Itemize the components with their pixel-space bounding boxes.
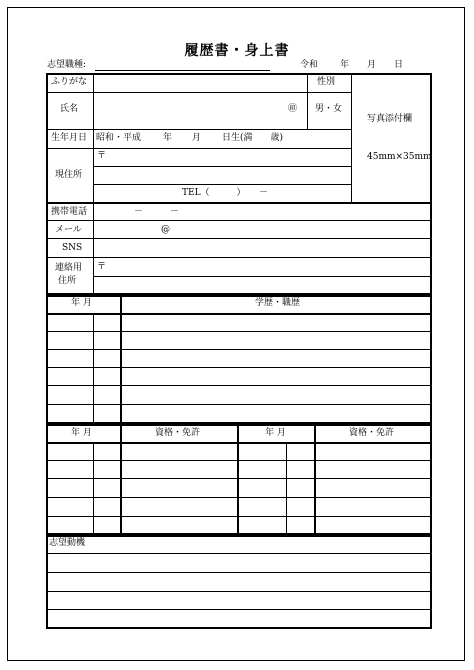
licenses-row-line (47, 478, 431, 479)
photo-size: 45mm×35mm (367, 152, 432, 162)
date-month-unit: 月 (367, 60, 377, 70)
licenses-left-heading: 資格・免許 (155, 428, 201, 438)
email-row-divider (47, 238, 431, 239)
history-heading: 学歴・職歴 (255, 298, 301, 308)
photo-label: 写真添付欄 (367, 114, 413, 124)
address-line-1 (94, 166, 351, 167)
gender-column-divider (307, 74, 308, 129)
licenses-row-line (47, 460, 431, 461)
date-day-unit: 日 (394, 60, 404, 70)
date-year-unit: 年 (340, 60, 350, 70)
desired-job-underline (95, 70, 270, 71)
tel-label: TEL（ ） － (182, 188, 269, 198)
motivation-line (47, 553, 431, 554)
licenses-right-year-month-header: 年 月 (265, 428, 286, 438)
licenses-right-ym-divider (286, 442, 287, 534)
label-column-divider (93, 74, 94, 294)
address-row-divider (47, 202, 431, 204)
history-row-line (47, 349, 431, 350)
page-title: 履歴書・身上書 (184, 43, 290, 59)
licenses-table (46, 424, 432, 535)
history-year-month-header: 年 月 (71, 298, 92, 308)
licenses-left-year-month-header: 年 月 (71, 428, 92, 438)
email-at-mark: @ (161, 225, 170, 235)
gender-label: 性別 (317, 77, 336, 87)
licenses-left-ym-divider (93, 442, 94, 534)
mobile-dashes: － － (134, 207, 180, 217)
history-row-line (47, 331, 431, 332)
licenses-row-line (47, 497, 431, 498)
birth-era: 昭和・平成 (96, 133, 142, 143)
licenses-right-date-divider (314, 425, 316, 534)
birth-year-unit: 年 (163, 133, 173, 143)
motivation-line (47, 572, 431, 573)
licenses-row-line (47, 516, 431, 517)
licenses-center-divider (237, 425, 239, 534)
mobile-row-divider (47, 220, 431, 221)
contact-label-line1: 連絡用 (55, 263, 83, 273)
sns-row-divider (47, 257, 431, 258)
history-year-month-divider (93, 313, 94, 423)
address-line-2 (94, 184, 351, 185)
date-era: 令和 (300, 60, 319, 70)
postal-mark: 〒 (97, 151, 107, 161)
contact-postal-mark: 〒 (97, 262, 107, 272)
birth-month-unit: 月 (192, 133, 202, 143)
motivation-box (46, 535, 432, 629)
motivation-line (47, 609, 431, 610)
motivation-label: 志望動機 (49, 538, 86, 548)
history-header-divider (47, 313, 431, 315)
contact-label-line2: 住所 (58, 276, 77, 286)
address-label: 現住所 (55, 170, 83, 180)
contact-line-1 (94, 276, 431, 277)
history-row-line (47, 404, 431, 405)
birth-label: 生年月日 (51, 133, 88, 143)
photo-column-divider (351, 74, 352, 202)
history-row-line (47, 385, 431, 386)
name-label: 氏名 (60, 104, 79, 114)
desired-job-label: 志望職種: (47, 60, 87, 70)
licenses-right-heading: 資格・免許 (349, 428, 395, 438)
motivation-line (47, 591, 431, 592)
seal-mark: ㊞ (288, 104, 298, 114)
birth-day-age: 日生(満 歳) (222, 133, 284, 143)
furigana-label: ふりがな (51, 77, 88, 87)
history-date-column-divider (120, 296, 122, 423)
mobile-label: 携帯電話 (51, 207, 88, 217)
licenses-left-date-divider (120, 425, 122, 534)
licenses-header-divider (47, 442, 431, 444)
gender-options: 男・女 (315, 104, 343, 114)
email-label: メール (55, 225, 82, 235)
sns-label: SNS (62, 243, 83, 253)
history-row-line (47, 367, 431, 368)
